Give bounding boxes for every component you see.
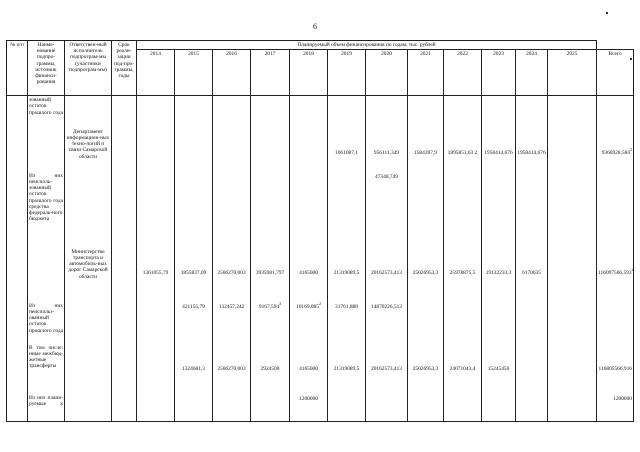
year-value-cell [366,96,408,128]
year-value-cell [251,248,290,302]
header-year: 2025 [548,50,597,96]
value-text: 19132233,3 [485,269,512,276]
value-text: 956111,349 [373,149,400,156]
year-value-cell [408,248,444,302]
year-value-cell [408,96,444,128]
year-value-cell [175,128,213,172]
year-value-cell [516,128,548,172]
footnote-mark: 3 [279,300,282,306]
year-value-cell [175,96,213,128]
year-value-cell [137,394,175,422]
value-text: 1584397,9 [414,149,437,156]
value-text: 15245456 [487,365,510,372]
row-term-cell [112,96,137,128]
year-value-cell [408,344,444,394]
year-value-cell [444,96,482,128]
year-value-cell [251,172,290,248]
row-name: В том числе: иные межбюд-жетные трансферты [29,344,63,370]
year-value-cell [137,344,175,394]
year-value-cell [516,96,548,128]
row-executor [65,302,112,344]
year-value-cell [137,128,175,172]
year-value-cell [482,128,516,172]
value-text: 21319089,5 [333,269,360,276]
year-value-cell [251,128,290,172]
value-text: 1200000 [299,395,318,402]
year-value-cell [290,248,328,302]
year-value-cell [548,394,597,422]
header-year: 2018 [290,50,328,96]
total-cell [597,394,634,422]
year-value-cell [366,128,408,172]
row-executor [65,394,112,422]
year-value-cell [444,394,482,422]
row-name-cell [28,394,65,422]
footnote-mark: 2 [318,300,321,306]
table-row [7,344,634,394]
value-text: 1061087,1 [335,149,358,156]
year-value-cell [366,344,408,394]
footnote-mark: 2 [630,146,632,152]
year-value-cell [328,172,366,248]
header-term: Срок реали-зации под-про-граммы, годы [112,41,137,96]
year-value-cell [290,128,328,172]
year-value-cell [444,172,482,248]
value-text: 20162573,413 [371,269,402,276]
total-cell [597,128,634,172]
value-text: 1361055,79 [142,269,169,276]
row-executor [65,344,112,394]
header-year: 2021 [408,50,444,96]
value-text: 47348,749 [375,173,398,180]
value-text: 132457,242 [218,303,245,310]
year-value-cell [328,302,366,344]
year-value-cell [328,344,366,394]
row-num-cell [7,394,28,422]
page-number: 6 [313,22,317,31]
value-text: 4165000 [299,269,318,276]
value-text: 24071043,4 [449,365,476,372]
year-value-cell [137,248,175,302]
header-row-1 [7,41,634,50]
year-value-cell [444,248,482,302]
year-value-cell [516,302,548,344]
year-value-cell [213,96,251,128]
header-planned: Планируемый объем финансирования по годам, тыс. рублей [137,41,597,50]
year-value-cell [213,394,251,422]
year-value-cell [213,248,251,302]
value-text: 3935981,797 [255,269,285,276]
header-year: 2014 [137,50,175,96]
value-text: 421155,79 [182,303,205,310]
value-text: 116097566,593 [598,269,632,276]
row-name-cell [28,96,65,128]
year-value-cell [175,302,213,344]
year-value-cell [328,248,366,302]
year-value-cell [444,344,482,394]
row-num-cell [7,302,28,344]
row-executor: Департамент информацион-ных техно-логий и связи Самарской области [65,128,112,172]
header-year: 2023 [482,50,516,96]
year-value-cell [328,128,366,172]
value-text: 1324681,3 [182,365,205,372]
year-value-cell [137,172,175,248]
year-value-cell [251,96,290,128]
table-row [7,172,634,248]
header-year: 2017 [251,50,290,96]
row-num-cell [7,96,28,128]
year-value-cell [366,302,408,344]
row-num-cell [7,248,28,302]
year-value-cell [213,128,251,172]
year-value-cell [516,344,548,394]
header-num: № п/п [7,41,28,96]
total-cell [597,172,634,248]
row-num-cell [7,128,28,172]
header-year: 2022 [444,50,482,96]
table-row [7,302,634,344]
header-year: 2016 [213,50,251,96]
year-value-cell [175,248,213,302]
year-value-cell [366,172,408,248]
year-value-cell [482,172,516,248]
year-value-cell [290,344,328,394]
year-value-cell [408,302,444,344]
row-executor [65,172,112,248]
value-text: 2924500 [260,365,280,372]
year-value-cell [328,394,366,422]
year-value-cell [137,302,175,344]
total-cell [597,302,634,344]
row-name-cell [28,128,65,172]
year-value-cell [290,302,328,344]
year-value-cell [444,128,482,172]
year-value-cell [548,302,597,344]
year-value-cell [408,394,444,422]
year-value-cell [444,302,482,344]
row-term-cell [112,248,137,302]
year-value-cell [408,128,444,172]
header-year: 2020 [366,50,408,96]
year-value-cell [516,394,548,422]
year-value-cell [548,248,597,302]
row-num-cell [7,172,28,248]
value-text: 1200000 [613,395,632,402]
row-term-cell [112,302,137,344]
row-name: Из них плани-руемые к [29,394,63,407]
table-row [7,248,634,302]
value-text: 20162573,413 [371,365,402,372]
value-text: 116805566,916 [598,365,632,372]
year-value-cell [548,172,597,248]
year-value-cell [213,344,251,394]
value-text: 1855837,09 [180,269,207,276]
table-row [7,394,634,422]
year-value-cell [482,394,516,422]
total-cell [597,96,634,128]
value-text: 25978875,5 [449,269,476,276]
table-row [7,128,634,172]
value-text: 25026953,3 [412,269,439,276]
row-name-cell [28,302,65,344]
value-text: 9167,594 [258,303,280,310]
scan-mark [606,12,608,14]
year-value-cell [548,344,597,394]
year-value-cell [175,172,213,248]
header-year: 2015 [175,50,213,96]
value-text: 21319089,5 [333,365,360,372]
year-value-cell [175,344,213,394]
year-value-cell [482,96,516,128]
value-text: 31761,888 [335,303,358,310]
year-value-cell [516,248,548,302]
row-num-cell [7,344,28,394]
year-value-cell [251,302,290,344]
year-value-cell [482,302,516,344]
value-text: 1958414,676 [517,149,546,156]
value-text: 10169,085 [296,303,319,310]
total-cell [597,248,634,302]
row-name-cell [28,248,65,302]
year-value-cell [482,248,516,302]
year-value-cell [482,344,516,394]
row-term-cell [112,172,137,248]
row-term-cell [112,128,137,172]
value-text: 1958414,676 [484,149,513,156]
year-value-cell [366,394,408,422]
footnote-mark: 2 [631,266,634,272]
row-executor: Министерство транспорта и автомобиль-ных дорог Самарской области [65,248,112,302]
row-name-cell [28,172,65,248]
value-text: 14870226,513 [371,303,402,310]
year-value-cell [213,302,251,344]
value-text: 4165000 [299,365,318,372]
year-value-cell [548,128,597,172]
header-name: Наиме-нование подпро-граммы, источник финанси-рования [28,41,65,96]
year-value-cell [251,344,290,394]
value-text: 6170635 [522,269,541,276]
year-value-cell [548,96,597,128]
row-term-cell [112,344,137,394]
year-value-cell [213,172,251,248]
row-name: Из них неисполь-зованный остаток прошлого года средства федераль-ного бюджета [29,172,63,223]
year-value-cell [290,172,328,248]
row-name-cell [28,344,65,394]
value-text: 1895851,63 2 [447,149,478,156]
row-name: зованный остаток прошлого года [29,97,63,116]
year-value-cell [137,96,175,128]
row-executor [65,96,112,128]
total-cell [597,344,634,394]
table-row [7,96,634,128]
value-text: 25026953,3 [412,365,439,372]
row-term-cell [112,394,137,422]
financing-table [6,40,634,422]
year-value-cell [516,172,548,248]
year-value-cell [290,394,328,422]
header-year: 2019 [328,50,366,96]
year-value-cell [408,172,444,248]
value-text: 2566270,003 [217,269,246,276]
year-value-cell [251,394,290,422]
year-value-cell [175,394,213,422]
header-total: Всего [597,50,634,96]
header-year: 2024 [516,50,548,96]
row-name: Из них неиспольз-ованный остаток прошлого года [29,302,63,334]
year-value-cell [328,96,366,128]
value-text: 2566270,003 [217,365,246,372]
value-text: 9366928,584 [601,149,630,156]
header-executor: Ответствен-ный исполнитель подпрограм-мы (участники подпрограм-мы) [65,41,112,96]
year-value-cell [366,248,408,302]
year-value-cell [290,96,328,128]
